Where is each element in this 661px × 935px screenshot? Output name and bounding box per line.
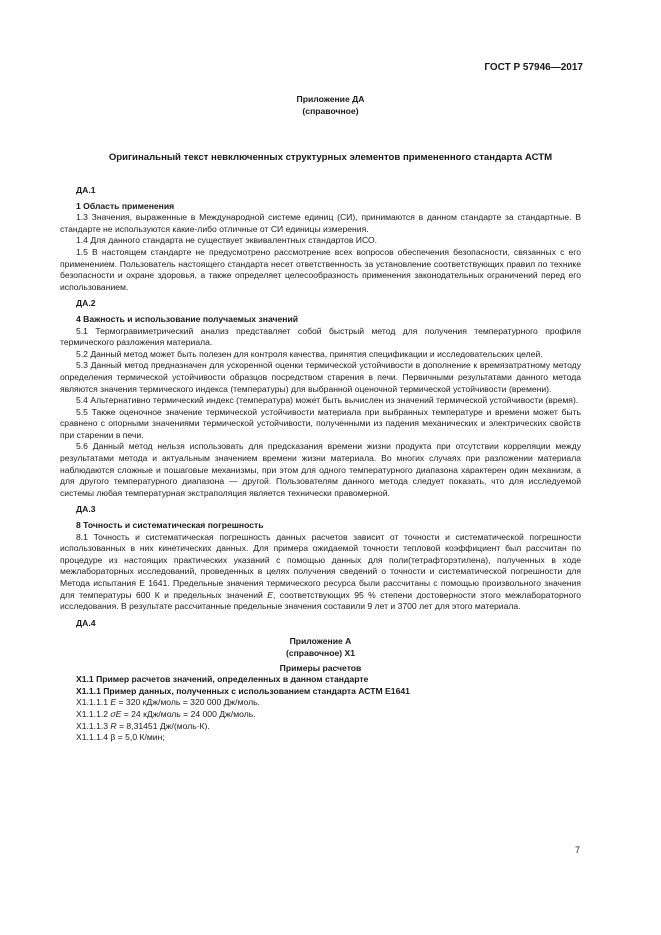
section-heading: 4 Важность и использование получаемых значений bbox=[76, 313, 299, 324]
paragraph: 1.3 Значения, выраженные в Международной системе единиц (СИ), принимаются в данном стандарте за стандартные. В стандарте не используются какие-либо отличные от СИ единицы измерения. bbox=[60, 212, 581, 234]
item-number: Х1.1.1.4 bbox=[76, 732, 111, 743]
paragraph: 5.2 Данный метод может быть полезен для контроля качества, принятия спецификации и исследовательских целей. bbox=[76, 348, 543, 359]
paragraph: 5.1 Термогравиметрический анализ представляет собой быстрый метод для получения температурного профиля термического разложения материала. bbox=[60, 325, 581, 348]
appendix-da-title: Приложение ДА bbox=[296, 94, 365, 104]
list-item bbox=[60, 697, 581, 709]
paragraph bbox=[60, 532, 581, 613]
document-body bbox=[60, 185, 581, 744]
item-value: = 8,31451 Дж/(моль·К). bbox=[116, 720, 210, 731]
subsection-heading: Х1.1.1 Пример данных, полученных с использованием стандарта АСТМ Е1641 bbox=[76, 685, 410, 696]
standard-code: ГОСТ Р 57946—2017 bbox=[484, 62, 583, 73]
section-id: ДА.4 bbox=[76, 617, 96, 628]
item-symbol: E bbox=[110, 697, 117, 708]
appendix-a-subtitle: (справочное) Х1 bbox=[285, 647, 356, 658]
list-item bbox=[60, 721, 581, 733]
list-item bbox=[60, 709, 581, 721]
subsection-heading: Х1.1 Пример расчетов значений, определенных в данном стандарте bbox=[76, 674, 369, 685]
item-value: = 320 кДж/моль = 320 000 Дж/моль. bbox=[116, 697, 260, 708]
paragraph: 1.4 Для данного стандарта не существует эквивалентных стандартов ИСО. bbox=[76, 235, 378, 246]
item-symbol: σE bbox=[110, 708, 122, 719]
paragraph-text: , соответствующих 95 % степени достоверности этого межлабораторного исследования. В результате рассчитанные предельные значения составили 9 лет и 3700 лет для этого материала. bbox=[60, 589, 581, 612]
appendix-da-subtitle: (справочное) bbox=[302, 105, 359, 116]
paragraph: 5.5 Также оценочное значение термической устойчивости материала при выбранных температуре и времени может быть сравнено с опорными значениями термической устойчивости, полученными из падения механических и электрических свойств при старении в печи. bbox=[60, 406, 581, 440]
appendix-da-heading bbox=[0, 94, 661, 117]
section-id: ДА.1 bbox=[76, 185, 96, 195]
paragraph: 5.4 Альтернативно термический индекс (температура) может быть вычислен из значений термической устойчивости (время). bbox=[76, 395, 579, 406]
main-title: Оригинальный текст невключенных структурных элементов примененного стандарта АСТМ bbox=[108, 152, 553, 163]
item-number: Х1.1.1.2 bbox=[76, 708, 111, 719]
appendix-a-title: Приложение А bbox=[289, 636, 352, 647]
paragraph: 1.5 В настоящем стандарте не предусмотрено рассмотрение всех вопросов обеспечения безопасности, связанных с его применением. Пользователь настоящего стандарта несет ответственность за установление соответствующих правил по технике безопасности и охране здоровья, а также определяет целесообразность применения законодательных ограничений перед его использованием. bbox=[60, 246, 581, 292]
section-id: ДА.2 bbox=[76, 298, 96, 309]
item-symbol: R bbox=[110, 720, 117, 731]
paragraph: 5.3 Данный метод предназначен для ускоренной оценки термической устойчивости в дополнение к времязатратному методу определения термической устойчивости образцов посредством старения в печи. Первичными результатами данного метода являются значения термического индекса (температуры) для выбранной оценочной термической устойчивости (времени). bbox=[60, 360, 581, 394]
item-number: Х1.1.1.1 bbox=[76, 697, 111, 708]
item-symbol: β bbox=[110, 732, 116, 743]
item-number: Х1.1.1.3 bbox=[76, 720, 111, 731]
section-id: ДА.3 bbox=[76, 504, 96, 515]
examples-title: Примеры расчетов bbox=[279, 662, 362, 673]
paragraph: 5.6 Данный метод нельзя использовать для предсказания времени жизни продукта при отсутствии корреляции между результатами метода и актуальным значением времени жизни материала. Во многих случаях при разложении материала наблюдаются сложные и пошаговые механизмы, при этом для одного температурного диапазона характерен один механизм, а для другого температурного диапазона — другой. Пользователям данного метода следует показать, что для исследуемой системы любая температурная экстраполяция является технически правомерной. bbox=[60, 441, 581, 498]
appendix-a-heading bbox=[60, 636, 581, 674]
item-value: = 5,0 К/мин; bbox=[115, 732, 165, 743]
paragraph-text: 8.1 Точность и систематическая погрешность данных расчетов зависит от точности и систематической погрешности использованных в них кинетических данных. Для примера ожидаемой точности тепловой коэффициент был рассчитан по процедуре из настоящих практических указаний с помощью данных для поли(тетрафторэтилена), полученных в ходе межлабораторных исследований, проведенных в целях получения сведений о точности и систематической погрешности для Метода испытания Е 1641. Предельные значения термического ресурса были рассчитаны с помощью произвольного значения для температуры 600 К и предельных значений bbox=[60, 531, 581, 600]
section-heading: 1 Область применения bbox=[76, 200, 175, 211]
symbol-e: E bbox=[267, 589, 273, 600]
list-item bbox=[60, 732, 581, 744]
section-heading: 8 Точность и систематическая погрешность bbox=[76, 520, 264, 531]
page-number: 7 bbox=[574, 845, 580, 855]
item-value: = 24 кДж/моль = 24 000 Дж/моль. bbox=[121, 708, 256, 719]
